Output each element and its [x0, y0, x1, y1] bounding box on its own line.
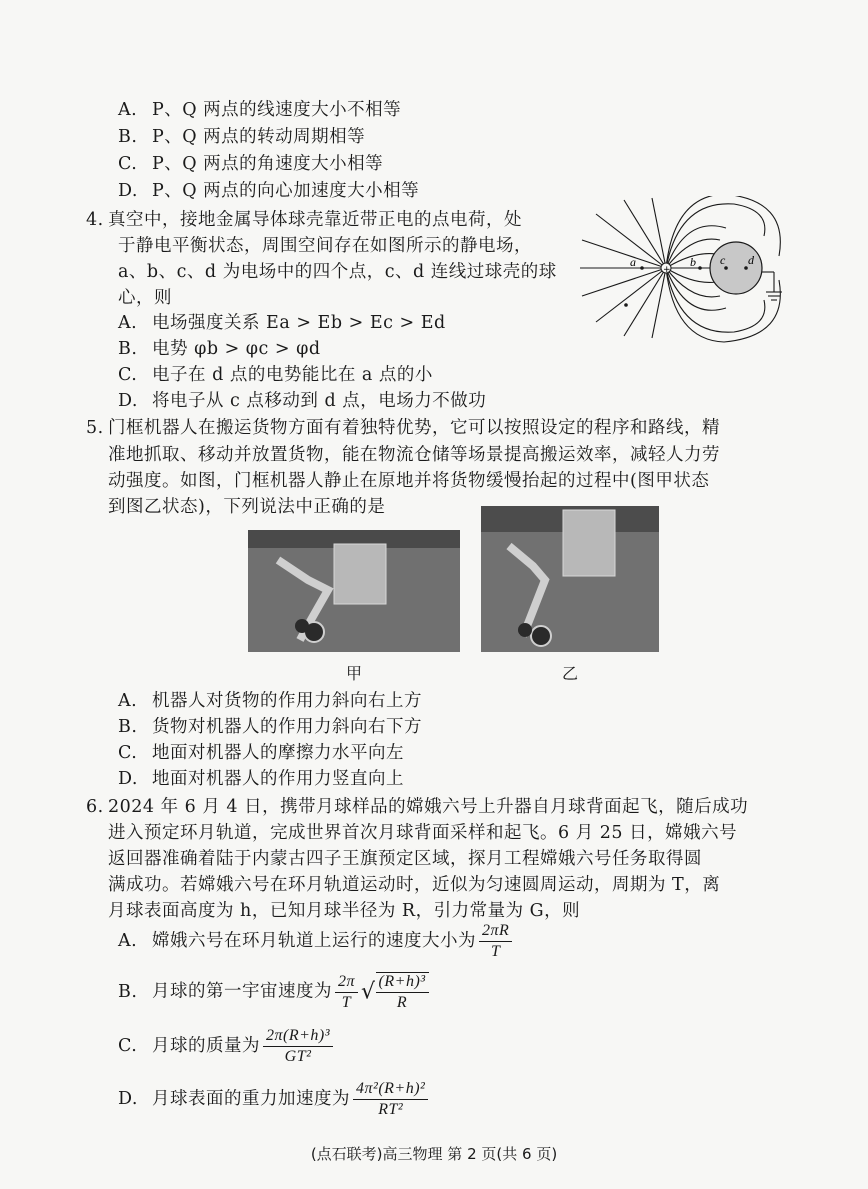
q4-option-d: D. 将电子从 c 点移动到 d 点，电场力不做功: [118, 391, 487, 411]
q5-option-d: D. 地面对机器人的作用力竖直向上: [118, 769, 404, 789]
robot-photo-right: [481, 506, 659, 652]
q5-stem-line-3: 动强度。如图，门框机器人静止在原地并将货物缓慢抬起的过程中(图甲状态: [108, 471, 710, 491]
q4-option-a: A. 电场强度关系 Ea > Eb > Ec > Ed: [118, 313, 446, 333]
q6-option-a: A. 嫦娥六号在环月轨道上运行的速度大小为 $\frac{2\pi R}{T}$: [118, 922, 515, 961]
q6-stem-line-3: 返回器准确着陆于内蒙古四子王旗预定区域，探月工程嫦娥六号任务取得圆: [108, 849, 702, 869]
robot-photo-left: [248, 530, 460, 652]
q6-stem-line-4: 满成功。若嫦娥六号在环月轨道运动时，近似为匀速圆周运动，周期为 T，离: [108, 875, 721, 895]
photo-label-jia: 甲: [346, 664, 363, 683]
q5-stem-line-2: 准地抓取、移动并放置货物，能在物流仓储等场景提高搬运效率，减轻人力劳: [108, 445, 720, 465]
q4-stem-line-4: 心，则: [118, 288, 172, 308]
q4-stem-line-2: 于静电平衡状态，周围空间存在如图所示的静电场，: [118, 236, 532, 256]
q5-option-b: B. 货物对机器人的作用力斜向右下方: [118, 717, 422, 737]
q4-option-b: B. 电势 φb > φc > φd: [118, 339, 321, 359]
q4-stem-line-1: 4. 真空中，接地金属导体球壳靠近带正电的点电荷，处: [86, 210, 522, 230]
plus-label: +: [663, 265, 671, 275]
point-c-label: c: [720, 253, 726, 267]
q6-d-fraction: $\frac{\text{4π²(R+h)²}}{\text{RT²}}$: [353, 1080, 428, 1119]
q5-option-a: A. 机器人对货物的作用力斜向右上方: [118, 691, 422, 711]
q6-option-c: C. 月球的质量为 $\frac{\text{2π(R+h)³}}{\text{GT²}}$: [118, 1027, 336, 1066]
q6-stem-line-1: 6. 2024 年 6 月 4 日，携带月球样品的嫦娥六号上升器自月球背面起飞，随后成功: [86, 797, 749, 817]
electric-field-figure: [574, 196, 794, 346]
q6-option-b: B. 月球的第一宇宙速度为 $\frac{2\pi}{T}$ √ $\frac{\text{(R+h)³}}{R}$: [118, 972, 432, 1012]
q3-option-c: C. P、Q 两点的角速度大小相等: [118, 154, 384, 174]
q6-stem-line-5: 月球表面高度为 h，已知月球半径为 R，引力常量为 G，则: [108, 901, 581, 921]
q6-a-fraction: $\frac{2\pi R}{T}$: [479, 922, 512, 961]
q6-stem-line-2: 进入预定环月轨道，完成世界首次月球背面采样和起飞。6 月 25 日，嫦娥六号: [108, 823, 738, 843]
q6-c-fraction: $\frac{\text{2π(R+h)³}}{\text{GT²}}$: [263, 1027, 333, 1066]
q5-option-c: C. 地面对机器人的摩擦力水平向左: [118, 743, 404, 763]
page-footer: (点石联考)高三物理 第 2 页(共 6 页): [310, 1145, 558, 1163]
q5-stem-line-1: 5. 门框机器人在搬运货物方面有着独特优势，它可以按照设定的程序和路线，精: [86, 418, 720, 438]
q6-b-fraction: $\frac{2\pi}{T}$: [335, 973, 358, 1012]
q4-stem-line-3: a、b、c、d 为电场中的四个点，c、d 连线过球壳的球: [118, 262, 557, 282]
q3-option-d: D. P、Q 两点的向心加速度大小相等: [118, 181, 420, 201]
q5-stem-line-4: 到图乙状态)，下列说法中正确的是: [108, 497, 386, 517]
point-d-label: d: [748, 253, 754, 267]
q4-option-c: C. 电子在 d 点的电势能比在 a 点的小: [118, 365, 433, 385]
point-b-label: b: [690, 255, 696, 269]
q3-option-b: B. P、Q 两点的转动周期相等: [118, 127, 366, 147]
q6-option-d: D. 月球表面的重力加速度为 $\frac{\text{4π²(R+h)²}}{\text{RT²}}$: [118, 1080, 431, 1119]
photo-label-yi: 乙: [562, 664, 579, 683]
point-a-label: a: [630, 255, 636, 269]
q3-option-a: A. P、Q 两点的线速度大小不相等: [118, 100, 402, 120]
q6-b-root: $\frac{\text{(R+h)³}}{R}$: [376, 972, 429, 1012]
